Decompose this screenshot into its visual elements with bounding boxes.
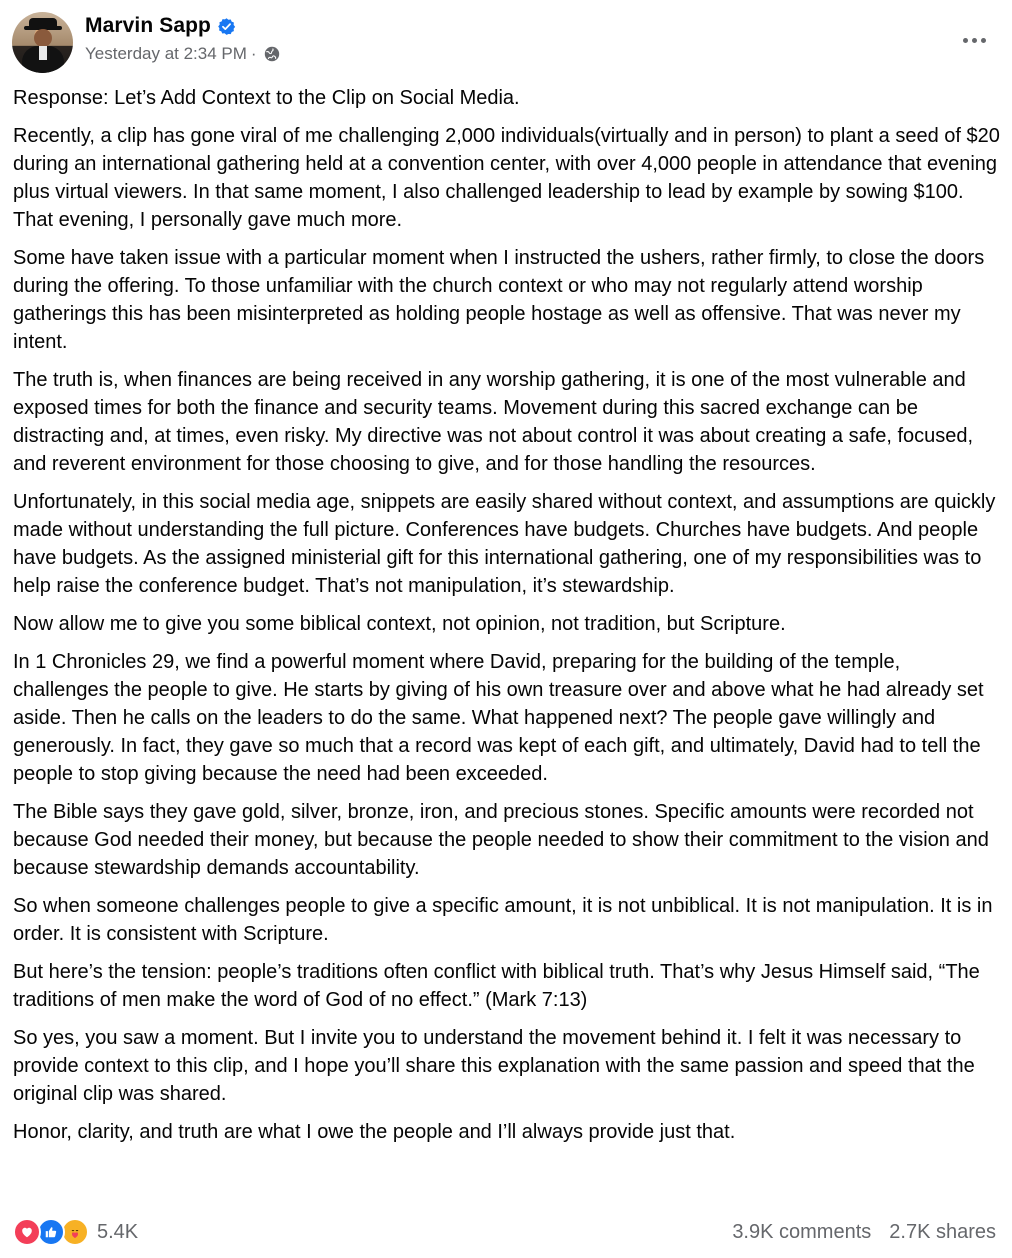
meta-separator: · [250,44,257,63]
reaction-icons [13,1218,89,1246]
post-meta [85,43,281,65]
post-paragraph: So yes, you saw a moment. But I invite you to understand the movement behind it. I felt it was necessary to provide context to this clip, and I hope you’ll share this explanation with the same passion and speed that the original clip was shared. [13,1027,975,1105]
like-icon [37,1218,65,1246]
post-paragraph: The truth is, when finances are being received in any worship gathering, it is one of the most vulnerable and exposed times for both the finance and security teams. Movement during this sacred exchange can be distracting and, at times, even risky. My directive was not about control it was about creating a safe, focused, and reverent environment for those choosing to give, and for those handling the resources. [13,369,974,475]
post-paragraph: Now allow me to give you some biblical context, not opinion, not tradition, but Scripture. [13,613,786,635]
reactions-summary[interactable] [13,1218,138,1246]
post-paragraph: But here’s the tension: people’s traditions often conflict with biblical truth. That’s why Jesus Himself said, “The traditions of men make the word of God of no effect.” (Mark 7:13) [13,961,980,1011]
verified-badge-icon [217,17,236,36]
post-paragraph: Honor, clarity, and truth are what I owe the people and I’ll always provide just that. [13,1121,736,1143]
post-paragraph: Unfortunately, in this social media age, snippets are easily shared without context, and assumptions are quickly made without understanding the full picture. Conferences have budgets. Churches have budgets. And people have budgets. As the assigned ministerial gift for this international gathering, one of my responsibilities was to help raise the conference budget. That’s not manipulation, it’s stewardship. [13,491,996,597]
more-options-button[interactable] [954,26,994,54]
post-paragraph: In 1 Chronicles 29, we find a powerful moment where David, preparing for the building of the temple, challenges the people to give. He starts by giving of his own treasure over and above what he had already set aside. Then he calls on the leaders to do the same. What happened next? The people gave willingly and generously. In fact, they gave so much that a record was kept of each gift, and ultimately, David had to tell the people to stop giving because the need had been exceeded. [13,651,984,785]
reaction-count[interactable]: 5.4K [97,1220,139,1243]
post-footer [13,1214,996,1250]
post-paragraph: Recently, a clip has gone viral of me challenging 2,000 individuals(virtually and in person) to plant a seed of $20 during an international gathering held at a convention center, with over 4,000 people in attendance that evening plus virtual viewers. In that same moment, I also challenged leadership to lead by example by sowing $100. That evening, I personally gave much more. [13,125,1000,231]
comments-count-link[interactable]: 3.9K comments [732,1220,872,1243]
love-icon [13,1218,41,1246]
post-stats [732,1221,996,1244]
post-paragraph: So when someone challenges people to give a specific amount, it is not unbiblical. It is not manipulation. It is in order. It is consistent with Scripture. [13,895,993,945]
post-body [13,84,1001,1156]
avatar[interactable] [12,12,73,73]
post-header [12,10,1000,74]
post-timestamp[interactable]: Yesterday at 2:34 PM [85,44,247,63]
care-icon [61,1218,89,1246]
more-dots-icon [963,38,986,43]
author-name[interactable]: Marvin Sapp [85,14,211,37]
post-paragraph: Response: Let’s Add Context to the Clip on Social Media. [13,87,520,109]
shares-count-link[interactable]: 2.7K shares [889,1220,996,1243]
author-name-row [85,13,236,39]
post-paragraph: The Bible says they gave gold, silver, bronze, iron, and precious stones. Specific amounts were recorded not because God needed their money, but because the people needed to show their commitment to the vision and because stewardship demands accountability. [13,801,989,879]
globe-icon[interactable] [263,45,281,63]
post-paragraph: Some have taken issue with a particular moment when I instructed the ushers, rather firmly, to close the doors during the offering. To those unfamiliar with the church context or who may not regularly attend worship gatherings this has been misinterpreted as holding people hostage as well as offensive. That was never my intent. [13,247,985,353]
